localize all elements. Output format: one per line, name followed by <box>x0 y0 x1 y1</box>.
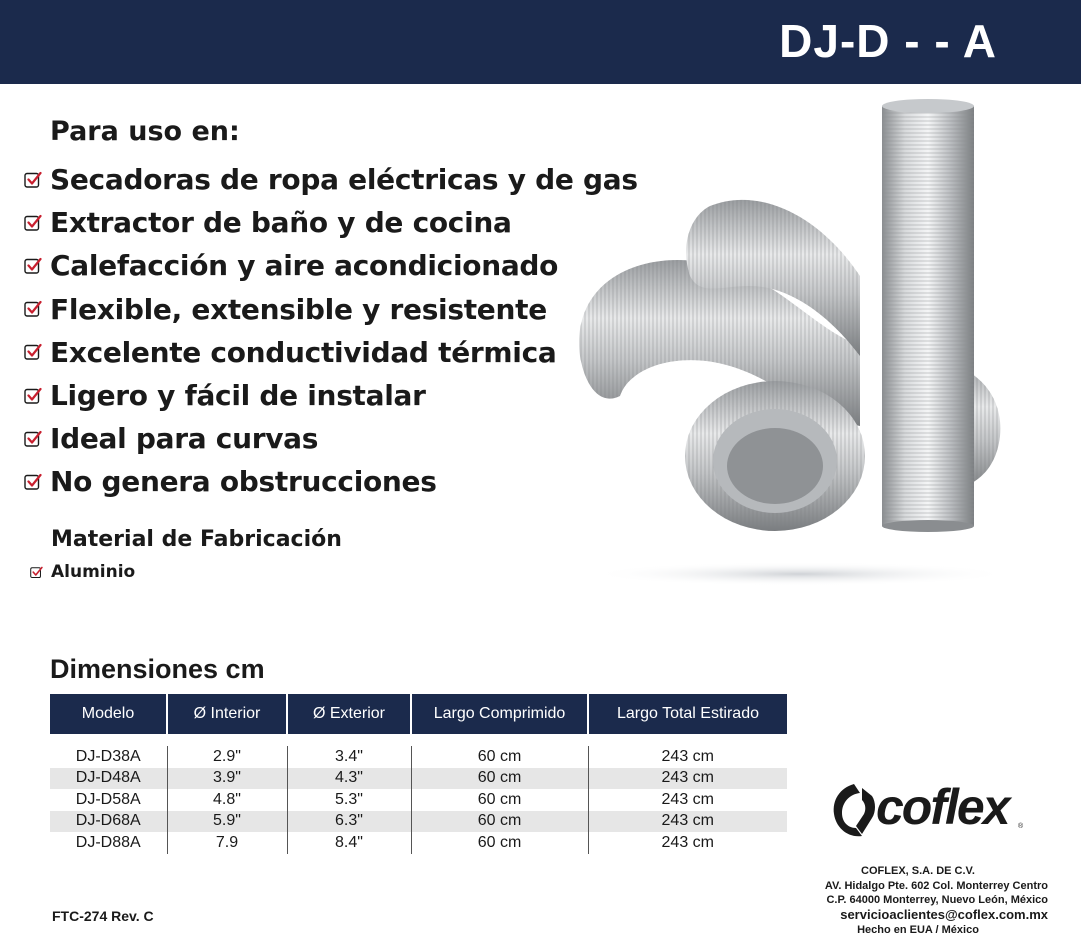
feature-item <box>24 158 638 201</box>
table-spacer <box>50 734 787 746</box>
table-cell: 60 cm <box>411 768 588 790</box>
table-cell: 7.9 <box>167 832 287 854</box>
table-row <box>50 789 787 811</box>
feature-label: Calefacción y aire acondicionado <box>50 249 559 283</box>
dimensions-heading: Dimensiones cm <box>50 654 265 684</box>
table-cell: DJ-D58A <box>50 789 167 811</box>
table-cell: 4.3" <box>287 768 411 790</box>
checkbox-icon <box>24 343 42 361</box>
feature-label: No genera obstrucciones <box>50 465 437 499</box>
product-title: DJ-D - - A <box>779 15 997 67</box>
company-address-2: C.P. 64000 Monterrey, Nuevo León, México <box>826 894 1048 906</box>
table-cell: 243 cm <box>661 833 714 851</box>
table-cell: 5.9" <box>167 811 287 833</box>
material-heading: Material de Fabricación <box>51 527 342 552</box>
table-cell: DJ-D68A <box>50 811 167 833</box>
table-row <box>50 832 787 854</box>
column-header: Largo Total Estirado <box>588 694 787 734</box>
table-cell: 2.9" <box>167 746 287 768</box>
table-cell: 60 cm <box>411 832 588 854</box>
column-header: Ø Exterior <box>287 694 411 734</box>
feature-label: Flexible, extensible y resistente <box>50 292 547 326</box>
table-cell: 243 cm <box>661 747 714 765</box>
checkbox-icon <box>24 214 42 232</box>
table-cell: 243 cm <box>588 811 787 833</box>
table-cell: 60 cm <box>411 811 588 833</box>
feature-label: Secadoras de ropa eléctricas y de gas <box>50 163 638 197</box>
checkbox-icon <box>30 566 43 579</box>
table-cell: DJ-D88A <box>50 832 167 854</box>
table-cell: 3.9" <box>167 768 287 790</box>
feature-label: Excelente conductividad térmica <box>50 335 557 369</box>
feature-item <box>24 288 638 331</box>
feature-list <box>24 158 638 504</box>
table-header-row <box>50 694 787 734</box>
checkbox-icon <box>24 473 42 491</box>
table-row <box>50 811 787 833</box>
feature-item <box>24 331 638 374</box>
checkbox-icon <box>24 171 42 189</box>
feature-item <box>24 374 638 417</box>
feature-label: Extractor de baño y de cocina <box>50 206 512 240</box>
dimensions-table <box>50 694 787 854</box>
logo-wordmark: coflex <box>876 779 1009 835</box>
feature-item <box>24 244 638 287</box>
coflex-logo <box>828 778 1028 840</box>
feature-item <box>24 460 638 503</box>
table-cell: 4.8" <box>167 789 287 811</box>
company-email: servicioaclientes@coflex.com.mx <box>840 907 1048 922</box>
table-cell: 8.4" <box>287 832 411 854</box>
checkbox-icon <box>24 387 42 405</box>
material-label: Aluminio <box>51 562 136 582</box>
table-cell: DJ-D48A <box>50 768 167 790</box>
table-row <box>50 746 787 768</box>
checkbox-icon <box>24 430 42 448</box>
made-in: Hecho en EUA / México <box>857 924 979 936</box>
column-header: Ø Interior <box>167 694 287 734</box>
feature-item <box>24 417 638 460</box>
table-cell: 60 cm <box>411 746 588 768</box>
table-cell: 6.3" <box>287 811 411 833</box>
company-name: COFLEX, S.A. DE C.V. <box>861 865 975 877</box>
flexible-duct-image <box>560 96 1020 596</box>
table-cell: 3.4" <box>287 746 411 768</box>
column-header: Modelo <box>50 694 167 734</box>
table-cell: DJ-D38A <box>50 746 167 768</box>
feature-label: Ideal para curvas <box>50 422 319 456</box>
document-code: FTC-274 Rev. C <box>52 908 154 924</box>
company-info <box>748 864 1048 936</box>
feature-label: Ligero y fácil de instalar <box>50 379 426 413</box>
table-cell: 60 cm <box>411 789 588 811</box>
table-row <box>50 768 787 790</box>
column-header: Largo Comprimido <box>411 694 588 734</box>
company-address-1: AV. Hidalgo Pte. 602 Col. Monterrey Centro <box>824 880 1048 892</box>
checkbox-icon <box>24 300 42 318</box>
checkbox-icon <box>24 257 42 275</box>
header-bar <box>0 0 1081 84</box>
table-cell: 243 cm <box>588 768 787 790</box>
material-item <box>30 562 135 582</box>
feature-item <box>24 201 638 244</box>
table-cell: 243 cm <box>661 790 714 808</box>
svg-text:®: ® <box>1018 823 1024 830</box>
table-cell: 5.3" <box>287 789 411 811</box>
uses-heading: Para uso en: <box>50 116 240 147</box>
